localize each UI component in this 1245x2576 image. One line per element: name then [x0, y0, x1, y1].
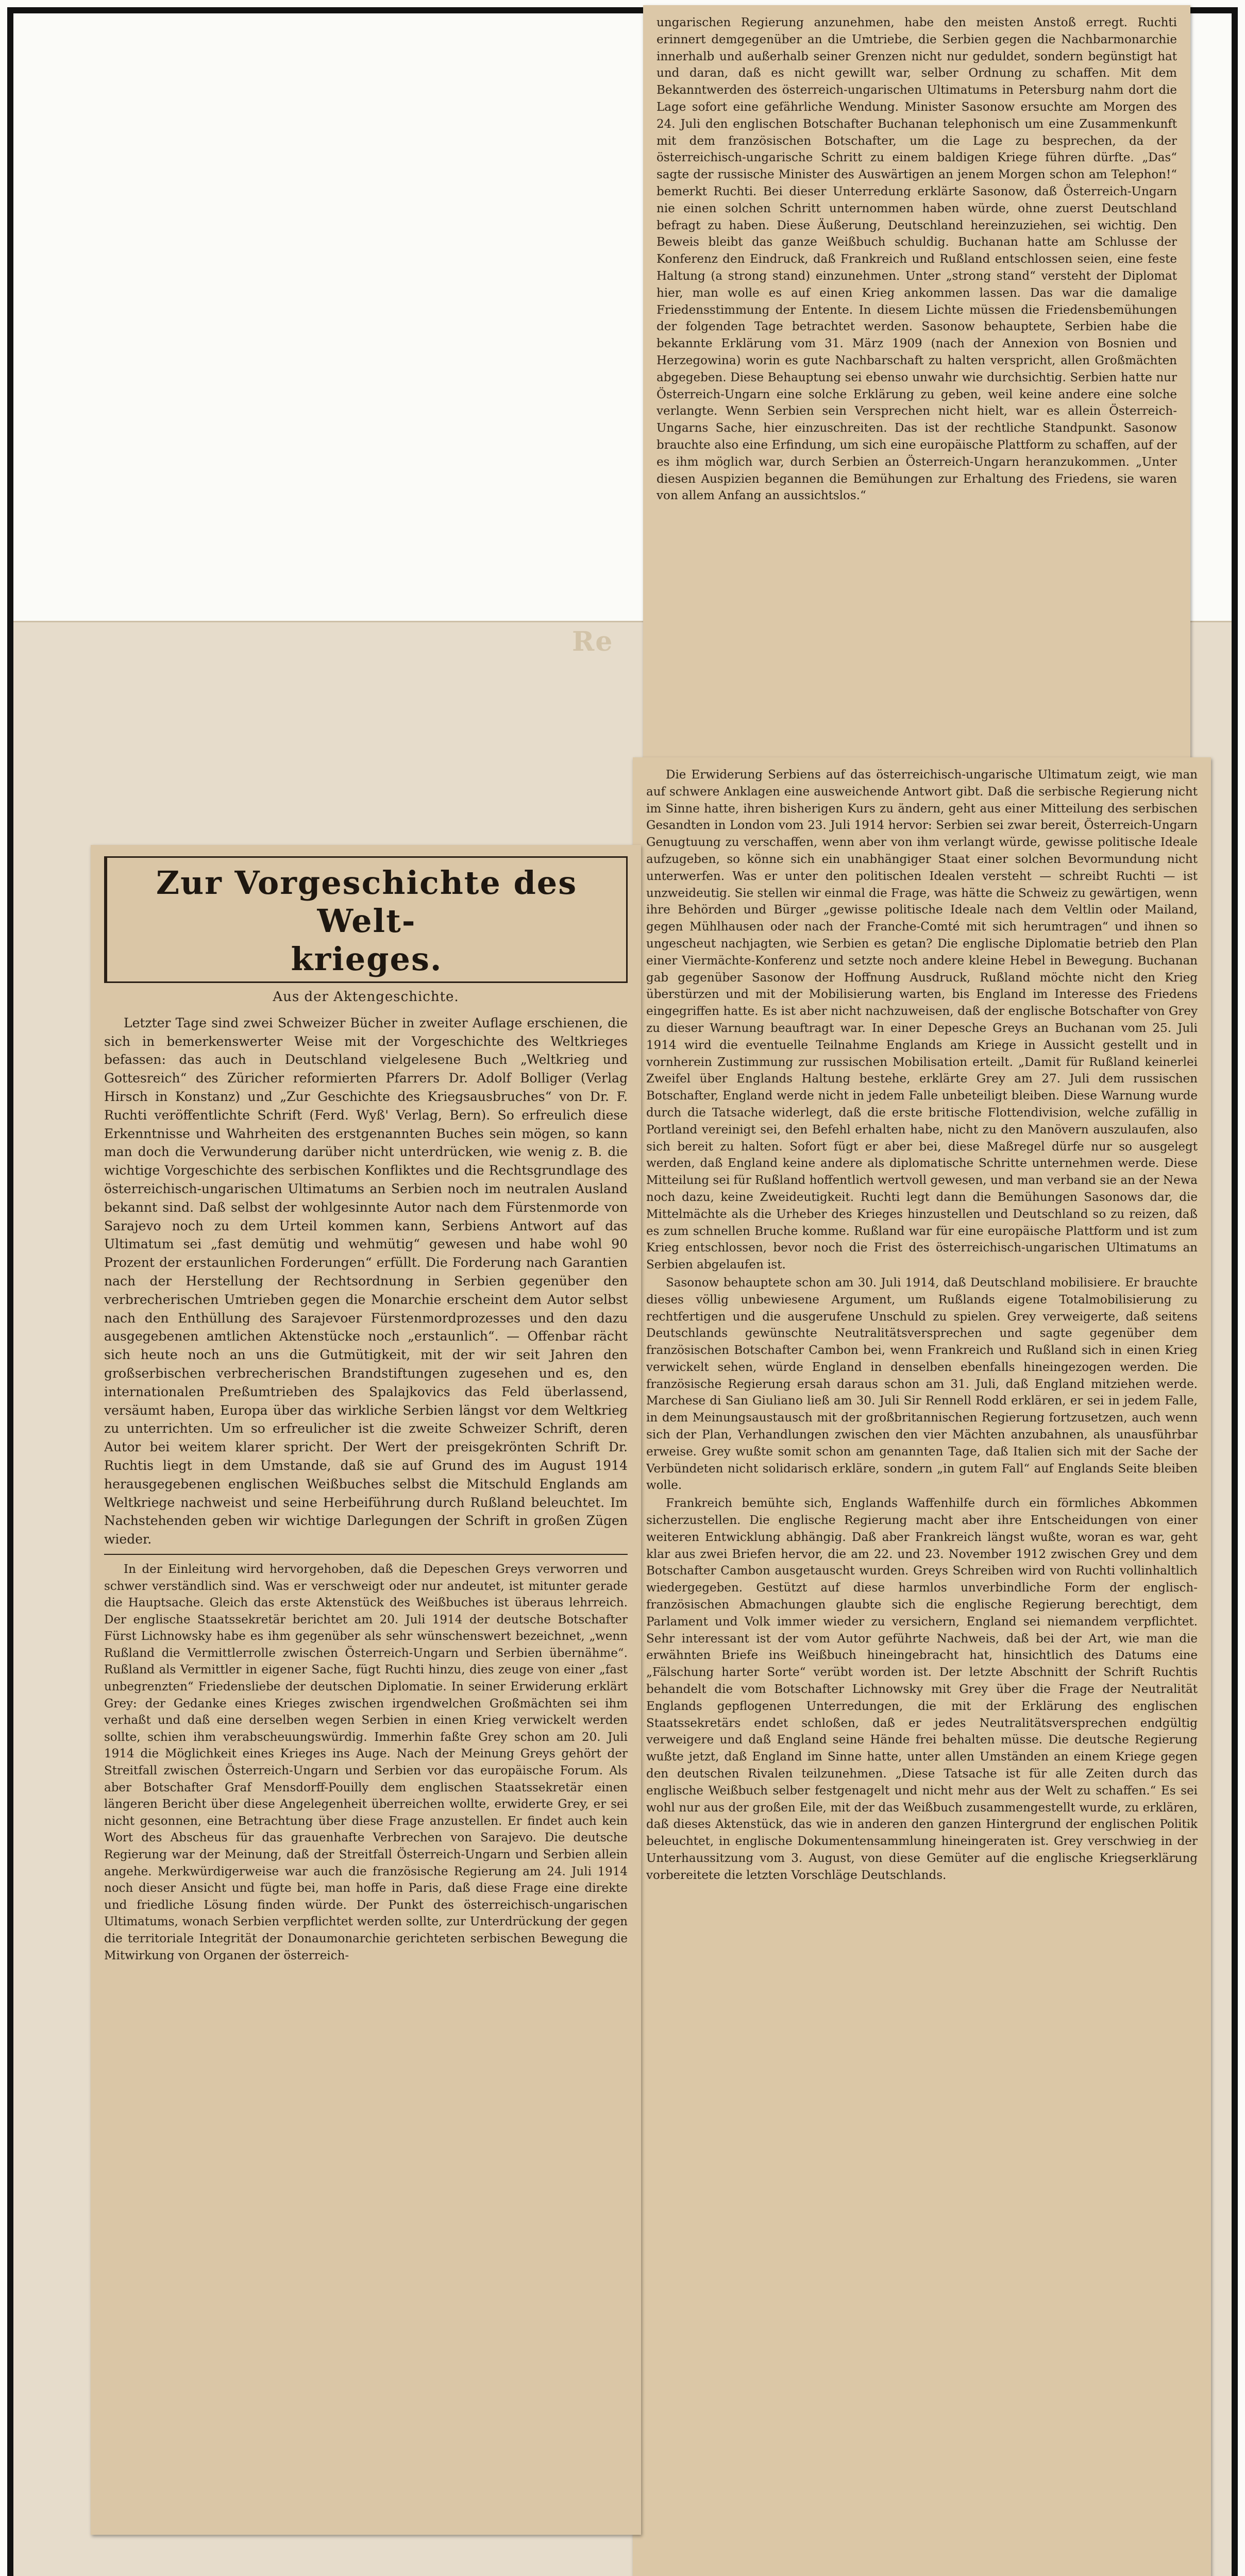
article-paragraph: Die Erwiderung Serbiens auf das österreichisch-ungarische Ultimatum zeigt, wie man auf schwere Anklagen eine ausweichende Antwort gibt. Daß die serbische Regierung nicht im Sinne hatte, ihren bisherigen Kurs zu ändern, geht aus einer Mitteilung des serbischen Gesandten in London vom 23. Juli 1914 hervor: Serbien sei zwar bereit, Österreich-Ungarn Genugtuung zu verschaffen, wenn aber von ihm verlangt würde, gewisse politische Ideale aufzugeben, so könne sich ein unabhängiger Staat einer solchen Bevormundung nicht unterwerfen. Was er unter den politischen Idealen versteht — schreibt Ruchti — ist unzweideutig. Sie stellen wir einmal die Frage, was hätte die Schweiz zu gewärtigen, wenn ihre Behörden und Bürger „gewisse politische Ideale nach dem Veltlin oder Mailand, gegen Mühlhausen oder nach der Franche-Comté mit sich herumtragen“ und ihnen so ungescheut nachjagten, wie Serbien es getan? Die englische Diplomatie betrieb den Plan einer Viermächte-Konferenz und setzte noch andere kleine Hebel in Bewegung. Buchanan gab gegenüber Sasonow der Hoffnung Ausdruck, Rußland möchte nicht den Krieg überstürzen und mit der Mobilisierung warten, bis England im Interesse des Friedens eingegriffen hatte. Es ist aber nicht nachzuweisen, daß der englische Botschafter von Grey zu dieser Warnung beauftragt war. In einer Depesche Greys an Buchanan vom 25. Juli 1914 wird die eventuelle Teilnahme Englands am Kriege in Aussicht gestellt und in vornherein Zustimmung zur russischen Mobilisation erteilt. „Damit für Rußland keinerlei Zweifel über Englands Haltung bestehe, erklärte Grey am 27. Juli dem russischen Botschafter, England werde nicht in jedem Falle unbeteiligt bleiben. Diese Warnung wurde durch die Tatsache widerlegt, daß die erste britische Flottendivision, welche zufällig in Portland vereinigt sei, den Befehl erhalten habe, nicht zu den Manövern auszulaufen, also sich bereit zu halten. Sofort fügt er aber bei, diese Maßregel dürfe nur so ausgelegt werden, daß England keine andere als diplomatische Schritte unternehmen werde. Diese Mitteilung sei für Rußland hoffentlich wertvoll gewesen, und man verband sie an der Newa noch dazu, keine Zweideutigkeit. Ruchti legt dann die Bemühungen Sasonows dar, die Mittelmächte als die Urheber des Krieges hinzustellen und Deutschland so zu reizen, daß es zum schnellen Bruche komme. Rußland war für eine europäische Plattform und ist zum Krieg entschlossen, bevor noch die Frist des österreichisch-ungarischen Ultimatums an Serbien abgelaufen ist.	[646, 768, 1198, 1272]
article-paragraph: In der Einleitung wird hervorgehoben, daß die Depeschen Greys verworren und schwer verständlich sind. Was er verschweigt oder nur andeutet, ist mitunter gerade die Hauptsache. Gleich das erste Aktenstück des Weißbuches ist überaus lehrreich. Der englische Staatssekretär berichtet am 20. Juli 1914 der deutsche Botschafter Fürst Lichnowsky habe es ihm gegenüber als sehr wünschenswert bezeichnet, „wenn Rußland die Vermittlerrolle zwischen Österreich-Ungarn und Serbien übernähme“. Rußland als Vermittler in eigener Sache, fügt Ruchti hinzu, dies zeuge von einer „fast unbegrenzten“ Friedensliebe der deutschen Diplomatie. In seiner Erwiderung erklärt Grey: der Gedanke eines Krieges zwischen irgendwelchen Großmächten sei ihm verhaßt und daß eine derselben wegen Serbien in einen Krieg verwickelt werden sollte, schien ihm verabscheuungswürdig. Immerhin faßte Grey schon am 20. Juli 1914 die Möglichkeit eines Krieges ins Auge. Nach der Meinung Greys gehört der Streitfall zwischen Österreich-Ungarn und Serbien vor das europäische Forum. Als aber Botschafter Graf Mensdorff-Pouilly dem englischen Staatssekretär einen längeren Bericht über diese Angelegenheit überreichen wollte, erwiderte Grey, er sei nicht gesonnen, eine Betrachtung über diese Frage anzustellen. Er findet auch kein Wort des Abscheus für das grauenhafte Verbrechen von Sarajevo. Die deutsche Regierung war der Meinung, daß der Streitfall Österreich-Ungarn und Serbien allein angehe. Merkwürdigerweise war auch die französische Regierung am 24. Juli 1914 noch dieser Ansicht und fügte bei, man hoffe in Paris, daß diese Frage eine direkte und friedliche Lösung finden würde. Der Punkt des österreichisch-ungarischen Ultimatums, wonach Serbien verpflichtet werden sollte, zur Unterdrückung der gegen die territoriale Integrität der Donaumonarchie gerichteten serbischen Bewegung die Mitwirkung von Organen der österreich-	[104, 1562, 628, 1962]
article-body-small	[104, 1561, 628, 1964]
article-column-left	[104, 854, 628, 2526]
article-paragraph: Frankreich bemühte sich, Englands Waffenhilfe durch ein förmliches Abkommen sicherzustellen. Die englische Regierung macht aber ihre Entscheidungen von einer weiteren Entwicklung abhängig. Daß aber Frankreich längst wußte, woran es war, geht klar aus zwei Briefen hervor, die am 22. und 23. November 1912 zwischen Grey und dem Botschafter Cambon ausgetauscht wurden. Greys Schreiben wird von Ruchti vollinhaltlich wiedergegeben. Gestützt auf diese harmlos unverbindliche Form der englisch-französischen Abmachungen glaubte sich die englische Regierung berechtigt, dem Parlament und Volk immer wieder zu versichern, England sei niemandem verpflichtet. Sehr interessant ist der vom Autor geführte Nachweis, daß bei der Art, wie man die erwähnten Briefe ins Weißbuch hineingebracht hat, hinsichtlich des Datums eine „Fälschung harter Sorte“ verübt worden ist. Der letzte Abschnitt der Schrift Ruchtis behandelt die vom Botschafter Lichnowsky mit Grey über die Frage der Neutralität Englands gepflogenen Unterredungen, die mit der Erklärung des englischen Staatssekretärs endet schloßen, daß er jedes Neutralitätsversprechen endgültig verweigere und daß England seine Hände frei behalten müsse. Die deutsche Regierung wußte jetzt, daß England im Sinne hatte, unter allen Umständen an einem Kriege gegen den deutschen Rivalen teilzunehmen. „Diese Tatsache ist für alle Zeiten durch das englische Weißbuch selber festgenagelt und nicht mehr aus der Welt zu schaffen.“ Es sei wohl nur aus der großen Eile, mit der das Weißbuch zusammengestellt wurde, zu erklären, daß dieses Aktenstück, das wie in anderen den ganzen Hintergrund der englischen Politik beleuchtet, in englische Dokumentensammlung hineingeraten ist. Grey verschwieg in der Unterhaussitzung vom 3. August, von diese Gemüter auf die englische Kriegserklärung vorbereitete die letzten Vorschläge Deutschlands.	[646, 1497, 1198, 1882]
article-column-right	[646, 767, 1198, 2576]
clipping-strip-right-top	[643, 5, 1190, 765]
article-subtitle: Aus der Aktengeschichte.	[273, 989, 459, 1005]
article-title-line-2: krieges.	[291, 940, 443, 978]
clipping-strip-left	[91, 845, 641, 2535]
article-column-right-top	[657, 14, 1177, 756]
clipping-strip-right	[633, 757, 1211, 2576]
article-title-line-1: Zur Vorgeschichte des Welt-	[156, 864, 578, 940]
article-intro-paragraph: Letzter Tage sind zwei Schweizer Bücher in zweiter Auflage erschienen, die sich in bemerkenswerter Weise mit der Vorgeschichte des Weltkrieges befassen: das auch in Deutschland vielgelesene Buch „Weltkrieg und Gottesreich“ des Züricher reformierten Pfarrers Dr. Adolf Bolliger (Verlag Hirsch in Konstanz) und „Zur Geschichte des Kriegsausbruches“ von Dr. F. Ruchti veröffentlichte Schrift (Ferd. Wyß' Verlag, Bern). So erfreulich diese Erkenntnisse und Wahrheiten des erstgenannten Buches sein mögen, so kann man doch die Verwunderung darüber nicht unterdrücken, wie wenig z. B. die wichtige Vorgeschichte des serbischen Konfliktes und die Rechtsgrundlage des österreichisch-ungarischen Ultimatums an Serbien noch im neutralen Ausland bekannt sind. Daß selbst der wohlgesinnte Autor nach dem Fürstenmorde von Sarajevo noch zu dem Urteil kommen kann, Serbiens Antwort auf das Ultimatum sei „fast demütig und wehmütig“ gewesen und habe wohl 90 Prozent der erstaunlichen Forderungen“ erfüllt. Die Forderung nach Garantien nach der Herstellung der Rechtsordnung in Serbien gegenüber den verbrecherischen Umtrieben gegen die Monarchie erscheint dem Autor selbst nach den Enthüllung des Sarajevoer Fürstenmordprozesses und den dazu ausgegebenen amtlichen Aktenstücke noch „erstaunlich“. — Offenbar rächt sich heute noch an uns die Gutmütigkeit, mit der wir seit Jahren den großserbischen verbrecherischen Brandstiftungen zugesehen und es, den internationalen Preßumtrieben des Spalajkovics das Feld überlassend, versäumt haben, Europa über das wirkliche Serbien längst vor dem Weltkrieg zu unterrichten. Um so erfreulicher ist die zweite Schweizer Schrift, deren Autor bei weitem klarer spricht. Der Wert der preisgekrönten Schrift Dr. Ruchtis liegt in dem Umstande, daß sie auf Grund des im August 1914 herausgegebenen englischen Weißbuches selbst die Mitschuld Englands am Weltkriege nachweist und seine Herbeiführung durch Rußland beleuchtet. Im Nachstehenden geben wir wichtige Darlegungen der Schrift in großen Zügen wieder.	[104, 1015, 628, 1547]
headline-box	[104, 856, 628, 983]
article-paragraph: Sasonow behauptete schon am 30. Juli 1914, daß Deutschland mobilisiere. Er brauchte dieses völlig unbewiesene Argument, um Rußlands eigene Totalmobilisierung zu rechtfertigen und die ausgerufene Unschuld zu spielen. Grey verweigerte, daß seitens Deutschlands gewünschte Neutralitätsversprechen und sagte gegenüber dem französischen Botschafter Cambon bei, wenn Frankreich und Rußland sich in einen Krieg verwickelt sehen, würde England in denselben ebenfalls hineingezogen werden. Die französische Regierung ersah daraus schon am 31. Juli, daß England mitziehen werde. Marchese di San Giuliano ließ am 30. Juli Sir Rennell Rodd erklären, er sei in jedem Falle, in dem Meinungsaustausch mit der großbritannischen Regierung fortzusetzen, auch wenn sich der Plan, Verhandlungen zwischen den vier Mächten anzubahnen, als unausführbar erweise. Grey wußte somit schon am genannten Tage, daß Italien sich mit der Sache der Verbündeten nicht solidarisch erkläre, sondern „in gutem Fall“ auf Englands Seite bleiben wolle.	[646, 1276, 1198, 1493]
backing-stamp-mark: Re	[572, 626, 614, 657]
section-divider	[104, 1554, 628, 1555]
article-paragraph: ungarischen Regierung anzunehmen, habe den meisten Anstoß erregt. Ruchti erinnert demgegenüber an die Umtriebe, die Serbien gegen die Nachbarmonarchie innerhalb und außerhalb seiner Grenzen nicht nur geduldet, sondern begünstigt hat und daran, daß es nicht gewillt war, selber Ordnung zu schaffen. Mit dem Bekanntwerden des österreich-ungarischen Ultimatums in Petersburg nahm dort die Lage sofort eine gefährliche Wendung. Minister Sasonow ersuchte am Morgen des 24. Juli den englischen Botschafter Buchanan telephonisch um eine Zusammenkunft mit dem französischen Botschafter, um die Lage zu besprechen, da der österreichisch-ungarische Schritt zu einem baldigen Kriege führen dürfte. „Das“ sagte der russische Minister des Auswärtigen an jenem Morgen schon am Telephon!“ bemerkt Ruchti. Bei dieser Unterredung erklärte Sasonow, daß Österreich-Ungarn nie einen solchen Schritt unternommen haben würde, ohne zuerst Deutschland befragt zu haben. Diese Äußerung, Deutschland hereinzuziehen, sei wichtig. Den Beweis bleibt das ganze Weißbuch schuldig. Buchanan hatte am Schlusse der Konferenz den Eindruck, daß Frankreich und Rußland entschlossen seien, eine feste Haltung (a strong stand) einzunehmen. Unter „strong stand“ versteht der Diplomat hier, man wolle es auf einen Krieg ankommen lassen. Das war die damalige Friedensstimmung der Entente. In diesem Lichte müssen die Friedensbemühungen der folgenden Tage betrachtet werden. Sasonow behauptete, Serbien habe die bekannte Erklärung vom 31. März 1909 (nach der Annexion von Bosnien und Herzegowina) worin es gute Nachbarschaft zu halten verspricht, allen Großmächten abgegeben. Diese Behauptung sei ebenso unwahr wie durchsichtig. Serbien hatte nur Österreich-Ungarn eine solche Erklärung zu geben, weil keine andere eine solche verlangte. Wenn Serbien sein Versprechen nicht hielt, war es allein Österreich-Ungarns Sache, hier einzuschreiten. Das ist der rechtliche Standpunkt. Sasonow brauchte also eine Erfindung, um sich eine europäische Plattform zu schaffen, auf der es ihm möglich war, durch Serbien an Österreich-Ungarn heranzukommen. „Unter diesen Auspizien begannen die Bemühungen zur Erhaltung des Friedens, sie waren von allem Anfang an aussichtslos.“	[657, 16, 1177, 503]
